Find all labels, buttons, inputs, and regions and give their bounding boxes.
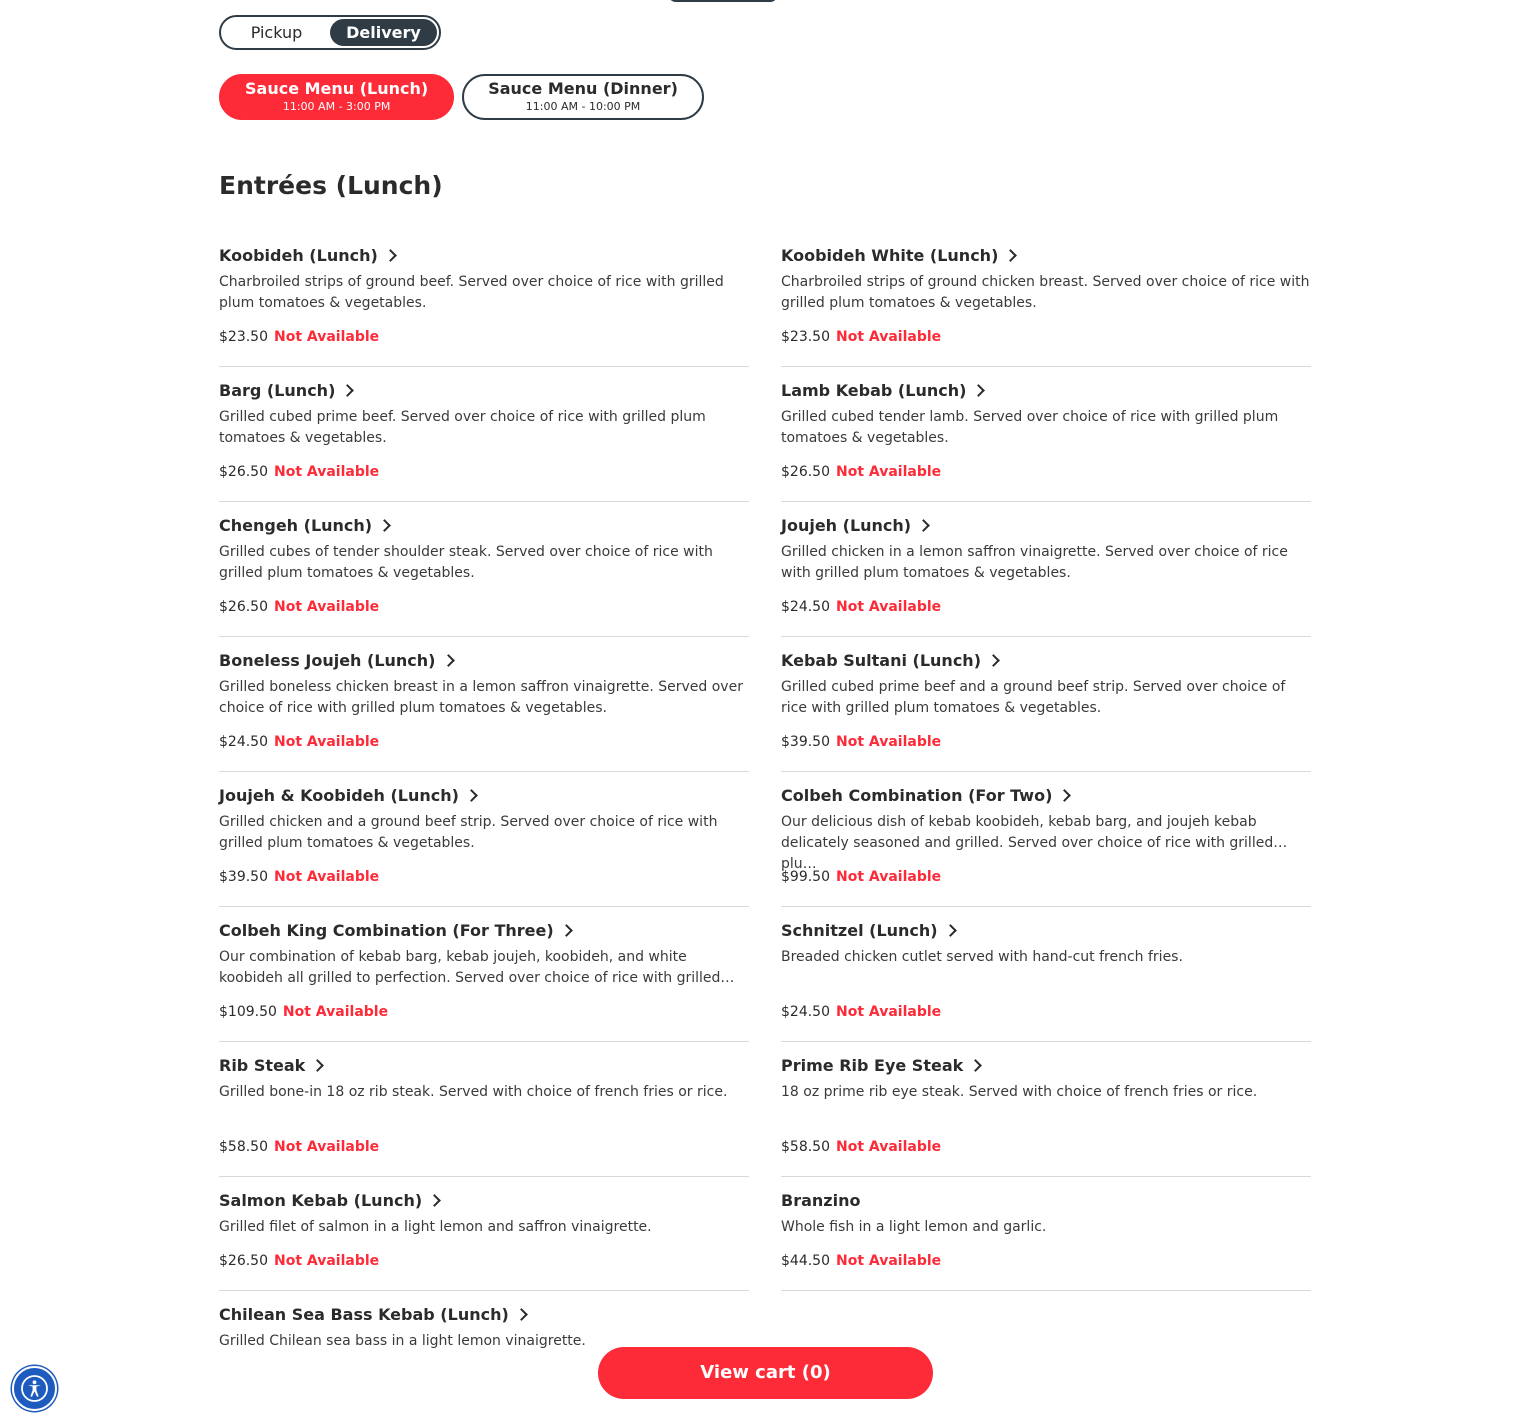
item-price-row	[219, 328, 749, 346]
tab-sauce-menu-dinner[interactable]	[462, 74, 704, 120]
menu-item[interactable]	[219, 772, 749, 907]
tab-hours: 11:00 AM - 3:00 PM	[282, 100, 391, 113]
item-description: Grilled filet of salmon in a light lemon and saffron vinaigrette.	[219, 1219, 652, 1235]
item-price-row	[219, 463, 749, 481]
availability-status: Not Available	[836, 1139, 942, 1155]
item-description: Grilled cubed tender lamb. Served over choice of rice with grilled plum tomatoes & vegetables.	[781, 409, 1279, 446]
item-name-row	[219, 514, 749, 536]
item-description: Whole fish in a light lemon and garlic.	[781, 1219, 1047, 1235]
item-description: Charbroiled strips of ground beef. Served over choice of rice with grilled plum tomatoes & vegetables.	[219, 274, 724, 311]
availability-status: Not Available	[274, 599, 380, 615]
menu-tabs	[219, 74, 1311, 120]
chevron-right-icon	[515, 1308, 528, 1321]
item-name-row	[219, 1054, 749, 1076]
menu-item[interactable]	[219, 502, 749, 637]
menu-container	[219, 15, 1311, 1426]
menu-item[interactable]	[781, 1042, 1311, 1177]
pickup-option[interactable]: Pickup	[250, 23, 303, 42]
item-name-row	[781, 919, 1311, 941]
item-description: Grilled Chilean sea bass in a light lemon vinaigrette.	[219, 1333, 586, 1349]
availability-status: Not Available	[282, 1004, 389, 1020]
tab-sauce-menu-lunch[interactable]	[219, 74, 454, 120]
item-price-row	[219, 733, 749, 751]
item-name-row	[219, 1189, 749, 1211]
availability-status: Not Available	[836, 1004, 942, 1020]
chevron-right-icon	[384, 249, 397, 262]
availability-status: Not Available	[836, 329, 942, 345]
item-price: $26.50	[219, 599, 268, 615]
availability-status: Not Available	[274, 869, 380, 885]
tab-hours: 11:00 AM - 10:00 PM	[525, 100, 641, 113]
menu-item[interactable]	[219, 637, 749, 772]
chevron-right-icon	[465, 789, 478, 802]
item-price-row	[781, 868, 1311, 886]
item-name: Barg (Lunch)	[219, 380, 336, 400]
item-name: Koobideh White (Lunch)	[781, 245, 999, 265]
chevron-right-icon	[1059, 789, 1072, 802]
chevron-right-icon	[560, 924, 573, 937]
item-name-row	[219, 919, 749, 941]
item-price: $24.50	[781, 599, 830, 615]
item-name: Joujeh (Lunch)	[781, 515, 912, 535]
item-name: Prime Rib Eye Steak	[781, 1055, 964, 1075]
item-price-row	[781, 1003, 1311, 1021]
item-price: $58.50	[219, 1139, 268, 1155]
item-price: $24.50	[219, 734, 268, 750]
availability-status: Not Available	[836, 869, 942, 885]
chevron-right-icon	[969, 1059, 982, 1072]
item-name: Joujeh & Koobideh (Lunch)	[219, 785, 459, 805]
menu-item[interactable]	[219, 1042, 749, 1177]
tab-title: Sauce Menu (Lunch)	[245, 79, 429, 98]
chevron-right-icon	[378, 519, 391, 532]
item-name-row	[219, 1303, 749, 1325]
availability-status: Not Available	[274, 329, 380, 345]
chevron-right-icon	[342, 384, 355, 397]
item-name: Kebab Sultani (Lunch)	[781, 650, 982, 670]
item-price: $23.50	[781, 329, 830, 345]
menu-item[interactable]	[219, 907, 749, 1042]
item-name: Colbeh Combination (For Two)	[781, 785, 1053, 805]
chevron-right-icon	[442, 654, 455, 667]
menu-item[interactable]	[781, 772, 1311, 907]
item-price: $26.50	[219, 1253, 268, 1269]
item-name: Chengeh (Lunch)	[219, 515, 373, 535]
menu-item[interactable]	[781, 1177, 1311, 1291]
item-price-row	[781, 1138, 1311, 1156]
item-price: $23.50	[219, 329, 268, 345]
item-price-row	[781, 1252, 1311, 1270]
item-price: $26.50	[219, 464, 268, 480]
order-mode-toggle	[219, 15, 441, 50]
item-description: Grilled chicken and a ground beef strip. Served over choice of rice with grilled plum tomatoes & vegetables.	[219, 814, 718, 851]
item-price: $24.50	[781, 1004, 830, 1020]
item-name: Salmon Kebab (Lunch)	[219, 1190, 423, 1210]
item-description: Grilled cubed prime beef and a ground beef strip. Served over choice of rice with grilled plum tomatoes & vegetables.	[781, 679, 1286, 716]
view-cart-button[interactable]: View cart (0)	[598, 1347, 933, 1399]
menu-item[interactable]	[781, 367, 1311, 502]
chevron-right-icon	[973, 384, 986, 397]
item-name: Boneless Joujeh (Lunch)	[219, 650, 436, 670]
chevron-right-icon	[917, 519, 930, 532]
item-price: $26.50	[781, 464, 830, 480]
item-description: Grilled cubes of tender shoulder steak. Served over choice of rice with grilled plum tomatoes & vegetables.	[219, 544, 713, 581]
item-name: Chilean Sea Bass Kebab (Lunch)	[219, 1304, 509, 1324]
chevron-right-icon	[428, 1194, 441, 1207]
item-name-row	[219, 379, 749, 401]
item-price-row	[219, 1138, 749, 1156]
item-description: Grilled boneless chicken breast in a lemon saffron vinaigrette. Served over choice of rice with grilled plum tomatoes & vegetables.	[219, 679, 743, 716]
availability-status: Not Available	[274, 1253, 380, 1269]
item-name: Colbeh King Combination (For Three)	[219, 920, 554, 940]
menu-item[interactable]	[781, 232, 1311, 367]
availability-status: Not Available	[836, 599, 942, 615]
item-name: Lamb Kebab (Lunch)	[781, 380, 967, 400]
item-description: Grilled chicken in a lemon saffron vinaigrette. Served over choice of rice with grilled plum tomatoes & vegetables.	[781, 544, 1288, 581]
item-price-row	[781, 733, 1311, 751]
item-name-row	[781, 514, 1311, 536]
section-title: Entrées (Lunch)	[219, 171, 443, 200]
chevron-right-icon	[944, 924, 957, 937]
item-price: $99.50	[781, 869, 830, 885]
item-description: Our delicious dish of kebab koobideh, kebab barg, and joujeh kebab delicately seasoned and grilled. Served over choice of rice with grilled plu…	[781, 814, 1274, 872]
item-name-row	[781, 1189, 1311, 1211]
item-name-row	[219, 784, 749, 806]
delivery-option[interactable]: Delivery	[330, 19, 437, 46]
menu-item[interactable]	[219, 367, 749, 502]
menu-items-grid	[219, 232, 1311, 1426]
item-name-row	[781, 379, 1311, 401]
item-description: Our combination of kebab barg, kebab joujeh, koobideh, and white koobideh all grilled to perfection. Served over choice of rice with grilled…	[219, 949, 735, 986]
item-price-row	[219, 868, 749, 886]
item-name-row	[219, 244, 749, 266]
item-price: $58.50	[781, 1139, 830, 1155]
availability-status: Not Available	[274, 464, 380, 480]
item-name-row	[781, 784, 1311, 806]
item-description: Breaded chicken cutlet served with hand-cut french fries.	[781, 949, 1183, 965]
item-price: $44.50	[781, 1253, 830, 1269]
item-name: Rib Steak	[219, 1055, 306, 1075]
item-name: Schnitzel (Lunch)	[781, 920, 938, 940]
menu-item[interactable]	[219, 232, 749, 367]
item-name: Branzino	[781, 1190, 861, 1210]
item-price-row	[219, 1003, 749, 1021]
chevron-right-icon	[1005, 249, 1018, 262]
item-name-row	[781, 649, 1311, 671]
availability-status: Not Available	[836, 734, 942, 750]
availability-status: Not Available	[836, 464, 942, 480]
menu-item[interactable]	[219, 1177, 749, 1291]
item-price-row	[781, 328, 1311, 346]
availability-status: Not Available	[836, 1253, 942, 1269]
item-description: Charbroiled strips of ground chicken breast. Served over choice of rice with grilled plum tomatoes & vegetables.	[781, 274, 1310, 311]
item-price: $39.50	[781, 734, 830, 750]
item-name-row	[781, 1054, 1311, 1076]
item-price-row	[781, 463, 1311, 481]
tab-title: Sauce Menu (Dinner)	[488, 79, 678, 98]
chevron-right-icon	[987, 654, 1000, 667]
item-price-row	[219, 1252, 749, 1270]
accessibility-button[interactable]	[12, 1366, 57, 1411]
item-description: 18 oz prime rib eye steak. Served with choice of french fries or rice.	[781, 1084, 1258, 1100]
menu-item[interactable]	[781, 907, 1311, 1042]
menu-item[interactable]	[781, 502, 1311, 637]
availability-status: Not Available	[274, 1139, 380, 1155]
item-name: Koobideh (Lunch)	[219, 245, 378, 265]
menu-item[interactable]	[781, 637, 1311, 772]
chevron-right-icon	[311, 1059, 324, 1072]
top-tab-edge	[668, 0, 778, 2]
item-name-row	[219, 649, 749, 671]
accessibility-icon	[20, 1374, 49, 1403]
item-description: Grilled cubed prime beef. Served over choice of rice with grilled plum tomatoes & vegetables.	[219, 409, 706, 446]
item-price: $39.50	[219, 869, 268, 885]
item-price-row	[219, 598, 749, 616]
item-description: Grilled bone-in 18 oz rib steak. Served with choice of french fries or rice.	[219, 1084, 728, 1100]
item-name-row	[781, 244, 1311, 266]
item-price: $109.50	[219, 1004, 277, 1020]
availability-status: Not Available	[274, 734, 380, 750]
item-price-row	[781, 598, 1311, 616]
